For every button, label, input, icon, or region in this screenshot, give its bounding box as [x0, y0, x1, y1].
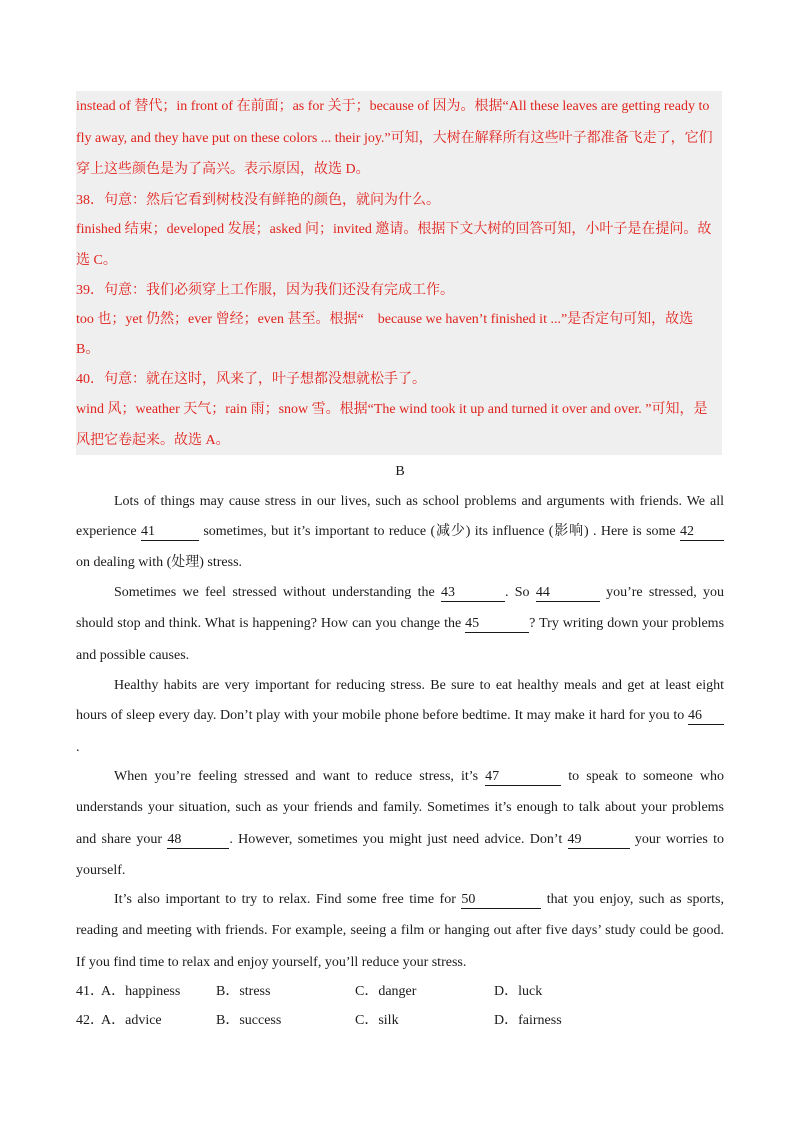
passage-line: If you find time to relax and enjoy yourself, you’ll reduce your stress.: [76, 955, 467, 970]
passage-line: Healthy habits are very important for reducing stress. Be sure to eat healthy meals and get at least eight: [114, 678, 724, 693]
blank-48[interactable]: 48: [167, 831, 229, 849]
passage-line: Sometimes we feel stressed without understanding the 43 . So 44 you’re stressed, you: [114, 585, 725, 600]
option-c[interactable]: C．danger: [355, 984, 417, 999]
blank-44[interactable]: 44: [536, 584, 600, 602]
answer-line: wind 风；weather 天气；rain 雨；snow 雪。根据“The wind took it up and turned it over and over. ”可知，是: [76, 402, 708, 417]
answer-line: 40．句意：就在这时，风来了，叶子想都没想就松手了。: [76, 372, 426, 387]
answer-line: finished 结束；developed 发展；asked 问；invited 邀请。根据下文大树的回答可知，小叶子是在提问。故: [76, 222, 712, 237]
blank-46[interactable]: 46: [688, 707, 724, 725]
option-b[interactable]: B．stress: [216, 984, 271, 999]
passage-line: experience 41 sometimes, but it’s important to reduce (减少) its influence (影响) . Here is some 42: [76, 522, 724, 542]
option-b[interactable]: B．success: [216, 1013, 282, 1028]
blank-45[interactable]: 45: [465, 615, 529, 633]
passage-line: and share your 48 . However, sometimes you might just need advice. Don’t 49 your worries to: [76, 832, 724, 847]
question-number: 42．: [76, 1013, 104, 1028]
option-a[interactable]: A．advice: [101, 1013, 162, 1028]
passage-line: and possible causes.: [76, 648, 190, 663]
passage-line: When you’re feeling stressed and want to reduce stress, it’s 47 to speak to someone who: [114, 769, 725, 784]
blank-47[interactable]: 47: [485, 768, 561, 786]
question-number: 41．: [76, 984, 104, 999]
passage-line: Lots of things may cause stress in our lives, such as school problems and arguments with friends. We all: [114, 494, 724, 509]
answer-line: B。: [76, 342, 100, 357]
passage-line: understands your situation, such as your friends and family. Sometimes it’s enough to talk about your problems: [76, 800, 724, 815]
option-a[interactable]: A．happiness: [101, 984, 181, 999]
passage-line: reading and meeting with friends. For example, seeing a film or hanging out after five days’ study could be good.: [76, 923, 724, 938]
passage-line: hours of sleep every day. Don’t play with your mobile phone before bedtime. It may make it hard for you to 46: [76, 706, 724, 726]
blank-50[interactable]: 50: [461, 891, 541, 909]
passage-line: on dealing with (处理) stress.: [76, 555, 243, 570]
section-title: B: [395, 464, 405, 479]
answer-line: 穿上这些颜色是为了高兴。表示原因，故选 D。: [76, 162, 370, 177]
passage-line: yourself.: [76, 863, 126, 878]
answer-line: 选 C。: [76, 253, 117, 268]
answer-line: 风把它卷起来。故选 A。: [76, 433, 230, 448]
answer-line: 39．句意：我们必须穿上工作服，因为我们还没有完成工作。: [76, 283, 454, 298]
passage-line: It’s also important to try to relax. Find some free time for 50 that you enjoy, such as sports,: [114, 892, 724, 907]
passage-line: should stop and think. What is happening? How can you change the 45 ? Try writing down your problems: [76, 616, 725, 631]
option-c[interactable]: C．silk: [355, 1013, 399, 1028]
blank-42[interactable]: 42: [680, 523, 724, 541]
answer-line: instead of 替代；in front of 在前面；as for 关于；because of 因为。根据“All these leaves are getting ready to: [76, 99, 710, 114]
answer-line: 38．句意：然后它看到树枝没有鲜艳的颜色，就问为什么。: [76, 193, 440, 208]
answer-line: fly away, and they have put on these colors ... their joy.”可知，大树在解释所有这些叶子都准备飞走了，它们: [76, 131, 713, 146]
option-d[interactable]: D．luck: [494, 984, 543, 999]
blank-43[interactable]: 43: [441, 584, 505, 602]
option-d[interactable]: D．fairness: [494, 1013, 562, 1028]
answer-line: too 也；yet 仍然；ever 曾经；even 甚至。根据“ because we haven’t finished it ...”是否定句可知，故选: [76, 312, 694, 327]
passage-line: .: [76, 740, 80, 755]
blank-49[interactable]: 49: [568, 831, 630, 849]
blank-41[interactable]: 41: [141, 523, 199, 541]
